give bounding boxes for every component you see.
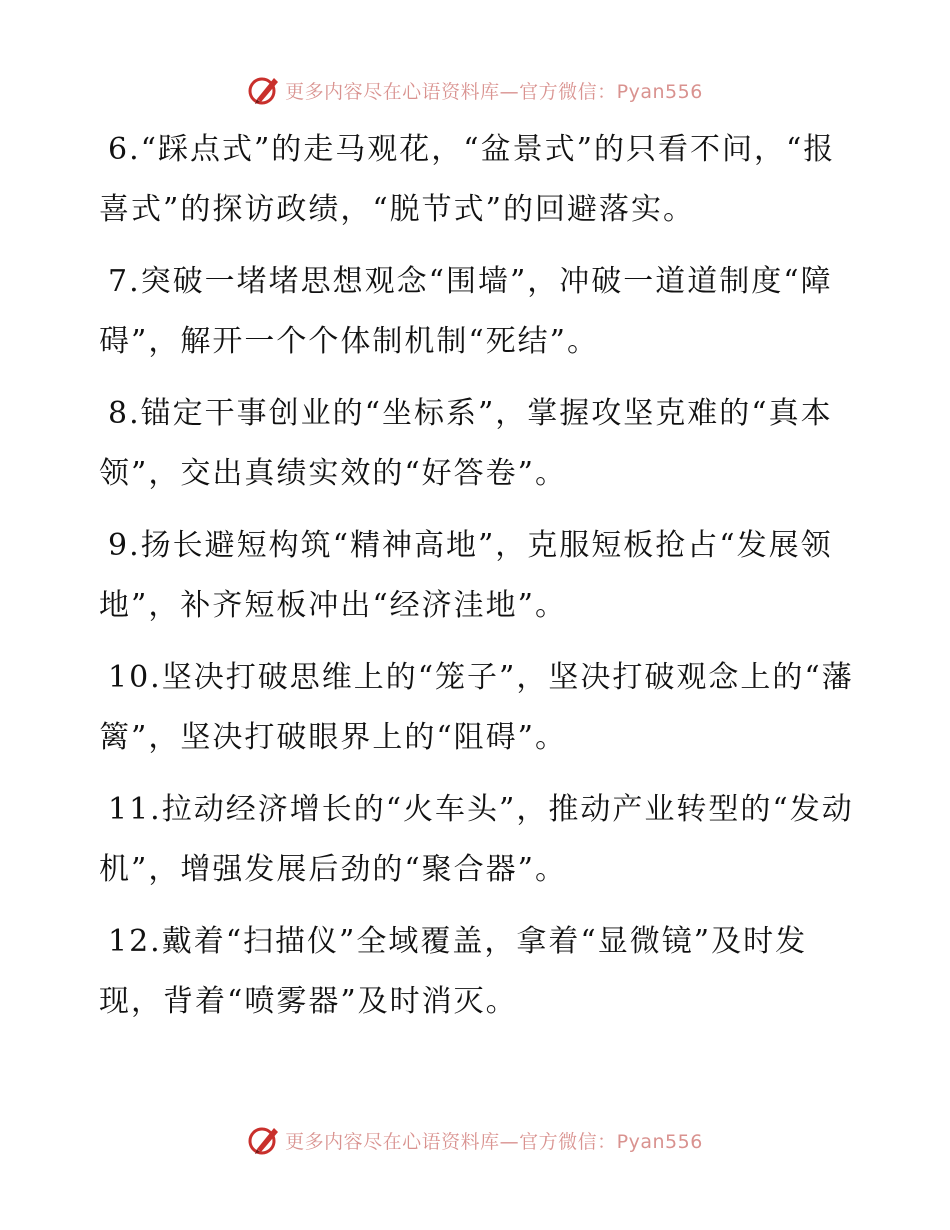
item-number: 10. — [108, 660, 162, 695]
list-item — [99, 780, 859, 900]
item-text: 拉动经济增长的“火车头”，推动产业转型的“发动机”，增强发展后劲的“聚合器”。 — [99, 792, 854, 887]
pen-logo-icon — [247, 73, 281, 107]
watermark-text: 更多内容尽在心语资料库—官方微信：Pyan556 — [285, 80, 703, 103]
list-item — [99, 120, 859, 240]
footer-watermark — [0, 1120, 950, 1160]
item-text: 扬长避短构筑“精神高地”，克服短板抢占“发展领地”，补齐短板冲出“经济洼地”。 — [99, 528, 833, 623]
list-item — [99, 648, 859, 768]
item-number: 8. — [108, 396, 141, 431]
item-text: “踩点式”的走马观花，“盆景式”的只看不问，“报喜式”的探访政绩，“脱节式”的回避落实。 — [99, 132, 836, 227]
header-watermark — [0, 70, 950, 110]
item-number: 7. — [108, 264, 141, 299]
item-number: 9. — [108, 528, 141, 563]
item-number: 11. — [108, 792, 162, 827]
item-text: 突破一堵堵思想观念“围墙”，冲破一道道制度“障碍”，解开一个个体制机制“死结”。 — [99, 264, 833, 359]
item-text: 戴着“扫描仪”全域覆盖，拿着“显微镜”及时发现，背着“喷雾器”及时消灭。 — [99, 924, 808, 1019]
item-number: 12. — [108, 924, 162, 959]
item-text: 锚定干事创业的“坐标系”，掌握攻坚克难的“真本领”，交出真绩实效的“好答卷”。 — [99, 396, 833, 491]
watermark-text: 更多内容尽在心语资料库—官方微信：Pyan556 — [285, 1130, 703, 1153]
list-item — [99, 252, 859, 372]
item-text: 坚决打破思维上的“笼子”，坚决打破观念上的“藩篱”，坚决打破眼界上的“阻碍”。 — [99, 660, 854, 755]
pen-logo-icon — [247, 1123, 281, 1157]
list-item — [99, 912, 859, 1032]
list-item — [99, 516, 859, 636]
item-number: 6. — [108, 132, 141, 167]
list-item — [99, 384, 859, 504]
document-body — [99, 120, 859, 1044]
